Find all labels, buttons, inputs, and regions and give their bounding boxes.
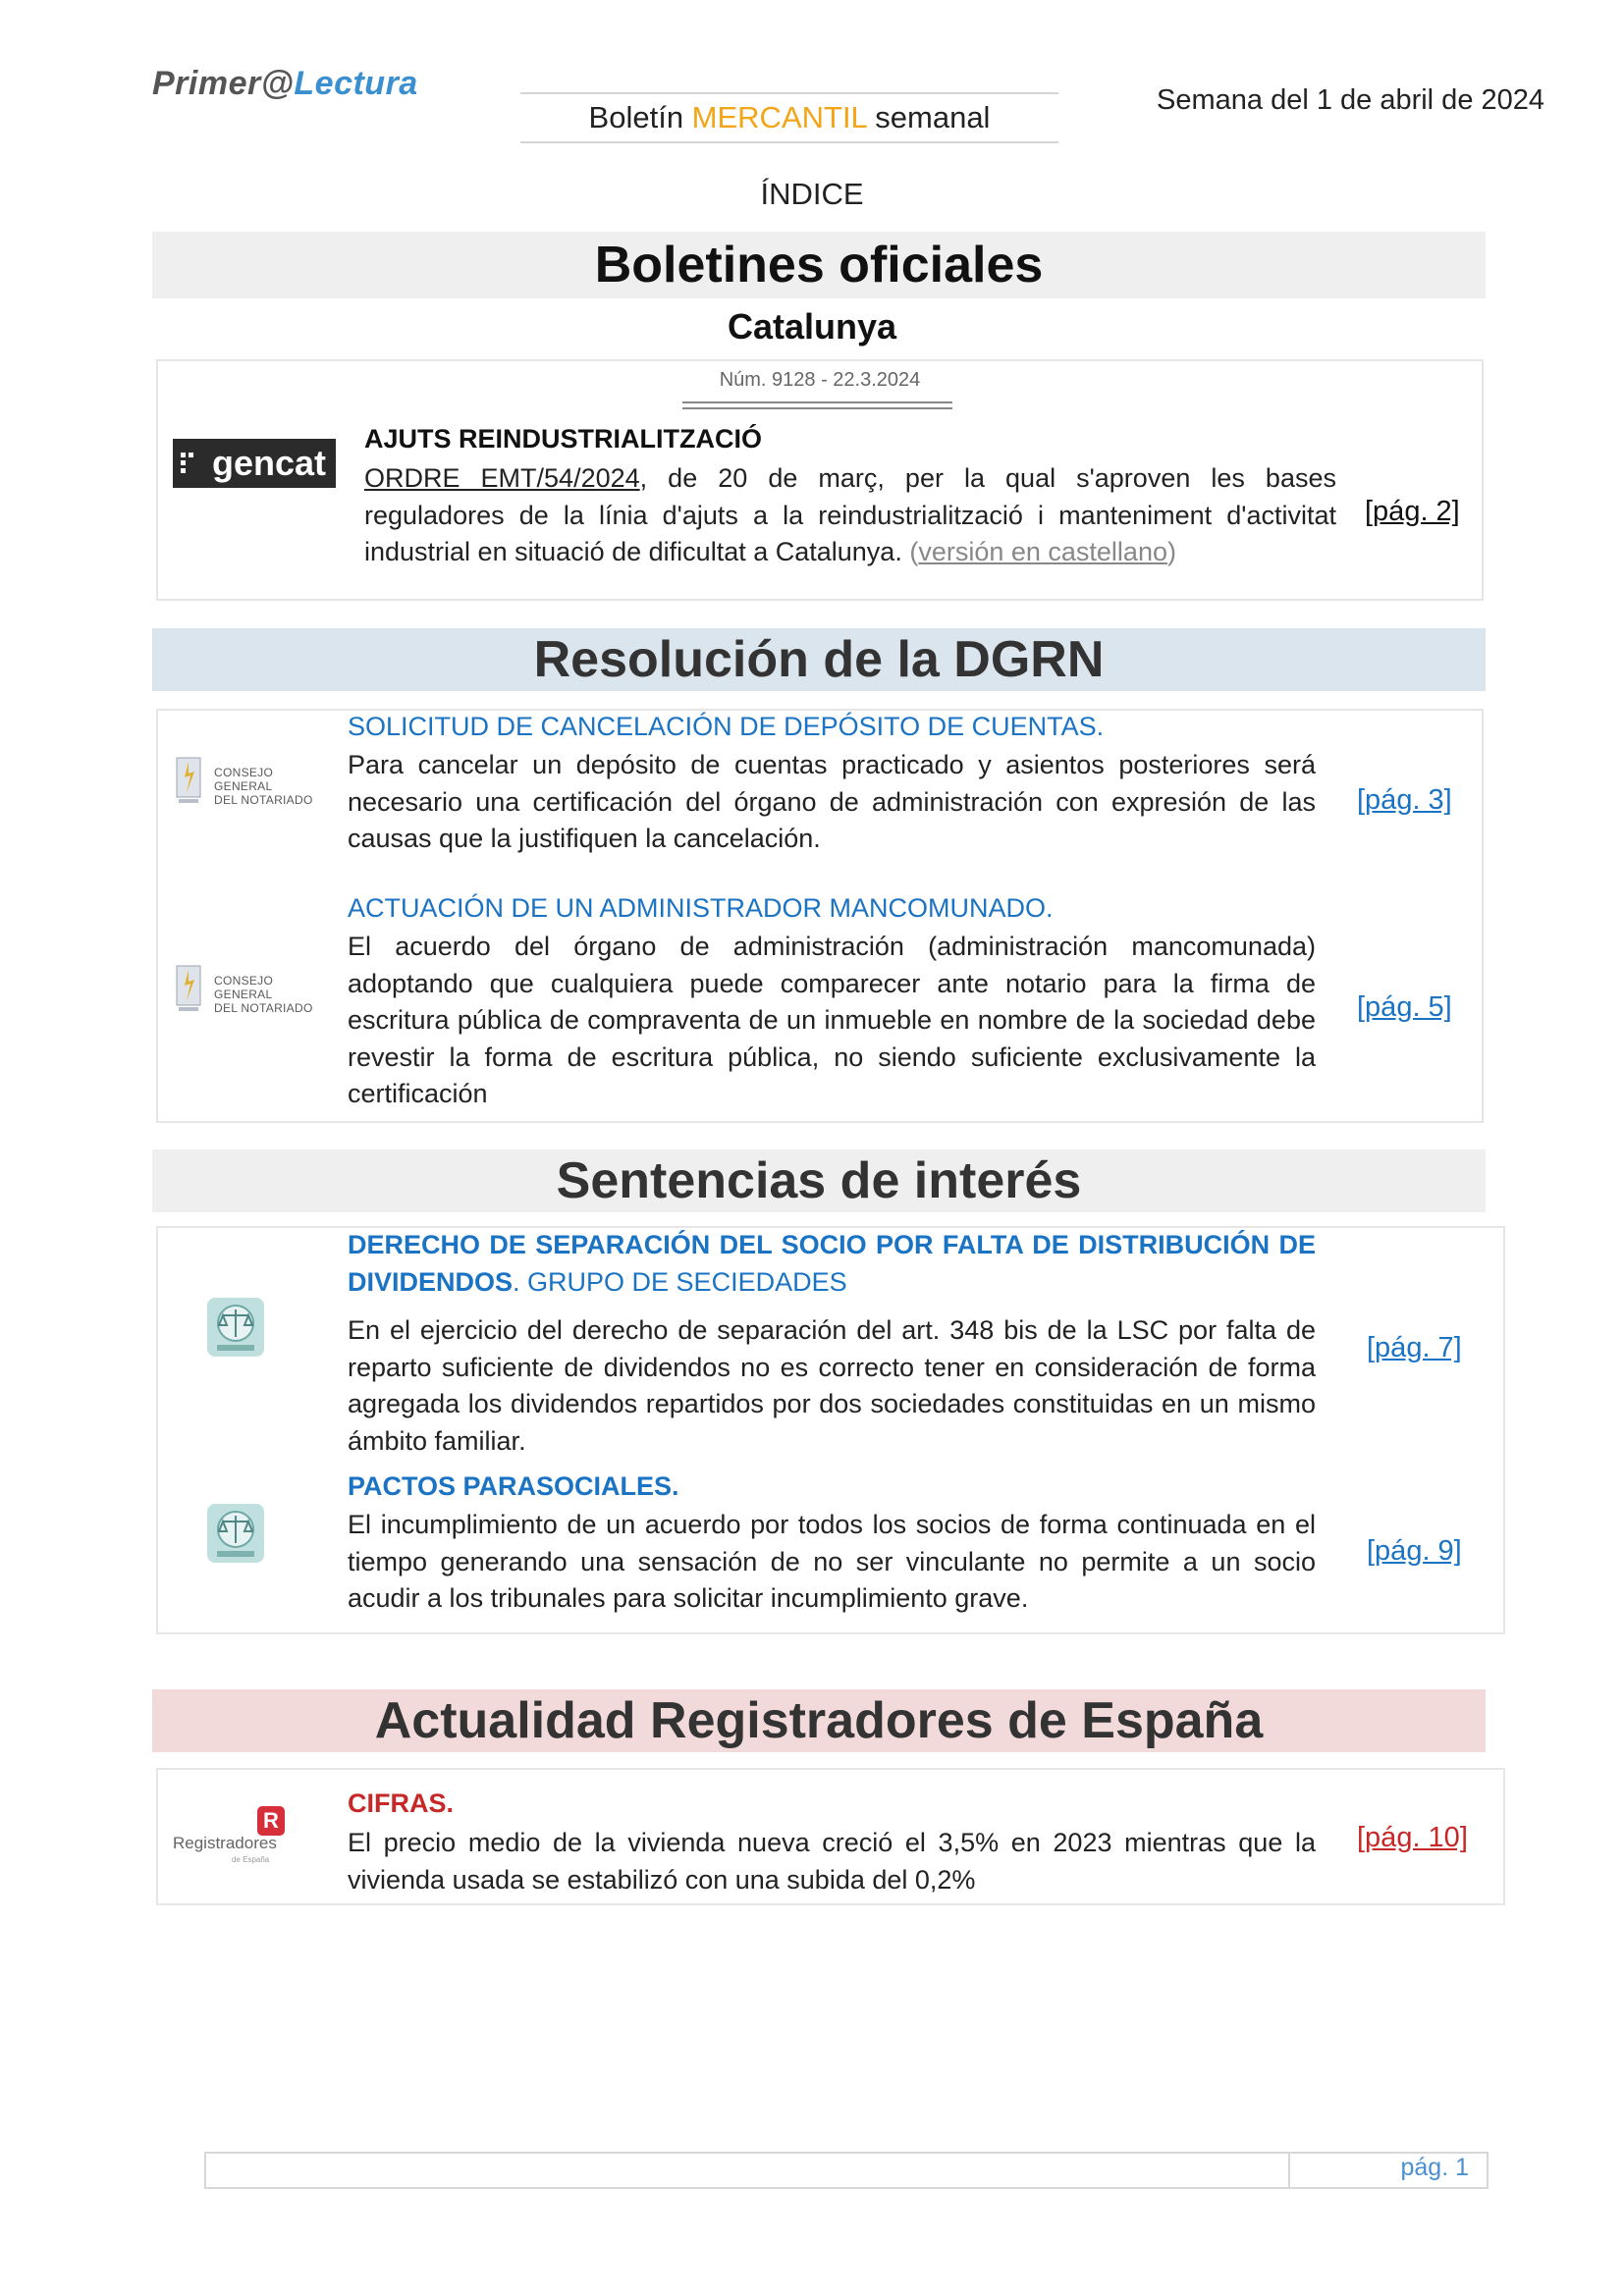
justice-scale-icon-2	[207, 1504, 264, 1563]
item-body-pactos: El incumplimiento de un acuerdo por todos los socios de forma continuada en el tiempo generando una sensación de no ser vinculante no permite a un socio acudir a los tribunales para solicitar incumplimiento grave.	[348, 1510, 1316, 1613]
item-body-cifras: El precio medio de la vivienda nueva creció el 3,5% en 2023 mientras que la vivienda usada se estabilizó con una subida del 0,2%	[348, 1828, 1316, 1895]
index-heading: ÍNDICE	[760, 177, 864, 211]
separacion-title-rest: . GRUPO DE SECIEDADES	[513, 1266, 847, 1297]
registradores-r-icon: R	[257, 1806, 285, 1836]
primer-lectura-logo	[152, 65, 418, 103]
registradores-logo-sub: de España	[232, 1855, 270, 1864]
notariado-line2-2: DEL NOTARIADO	[214, 1001, 313, 1015]
item-body-ajuts	[364, 460, 1336, 571]
notariado-logo	[175, 748, 322, 817]
dogc-rule-top	[682, 401, 952, 403]
page-link-5[interactable]: [pág. 5]	[1357, 991, 1452, 1023]
dogc-rule-bottom	[682, 407, 952, 409]
item-title-pactos: PACTOS PARASOCIALES.	[348, 1471, 679, 1501]
notariado-logo-text	[214, 766, 322, 807]
item-title-ajuts: AJUTS REINDUSTRIALITZACIÓ	[364, 424, 762, 454]
bulletin-accent: MERCANTIL	[691, 100, 867, 134]
notariado-emblem-icon	[175, 754, 202, 809]
paren-open: (	[909, 537, 919, 566]
page-link-3[interactable]: [pág. 3]	[1357, 784, 1452, 816]
gencat-logo-text: gencat	[212, 443, 327, 483]
item-title-cancelacion: SOLICITUD DE CANCELACIÓN DE DEPÓSITO DE CUENTAS.	[348, 712, 1105, 741]
item-body-mancomunado: El acuerdo del órgano de administración (administración mancomunada) adoptando que cualquiera puede comparecer ante notario para la firma de escritura pública de compraventa de un inmueble en nombre de la sociedad debe revestir la forma de escritura pública, no siendo suficiente exclusivamente la certificación	[348, 932, 1316, 1108]
footer-box	[204, 2152, 1489, 2189]
page-link-2[interactable]: [pág. 2]	[1365, 496, 1460, 527]
notariado-line1: CONSEJO GENERAL	[214, 766, 274, 793]
section-title-registradores: Actualidad Registradores de España	[152, 1689, 1486, 1752]
section-title-boletines: Boletines oficiales	[152, 232, 1486, 298]
section-title-sentencias: Sentencias de interés	[152, 1149, 1486, 1212]
justice-scale-icon	[207, 1298, 264, 1357]
week-date: Semana del 1 de abril de 2024	[1157, 84, 1545, 116]
section-subtitle-catalunya: Catalunya	[727, 306, 897, 347]
item-body-separacion: En el ejercicio del derecho de separación del art. 348 bis de la LSC por falta de reparto suficiente de dividendos no es correcto tener en consideración de forma agregada los dividendos repartidos por dos sociedades constituidas en un mismo ámbito familiar.	[348, 1315, 1316, 1456]
logo-part1: Primer@	[152, 65, 295, 102]
footer-page-number: pág. 1	[1400, 2154, 1469, 2181]
item-title-cifras: CIFRAS.	[348, 1789, 454, 1818]
gencat-logo	[173, 439, 336, 488]
bulletin-title	[520, 92, 1058, 143]
footer-divider	[1288, 2152, 1290, 2187]
page-link-7[interactable]: [pág. 7]	[1367, 1332, 1462, 1363]
ajuts-body-text: , de 20 de març, per la qual s'aproven les bases reguladores de la línia d'ajuts a la reindustrialització i manteniment d'activitat industrial en situació de dificultat a Catalunya.	[364, 463, 1336, 566]
version-castellano-link[interactable]: versión en castellano	[918, 537, 1167, 566]
item-body-cancelacion: Para cancelar un depósito de cuentas practicado y asientos posteriores será necesario una certificación del órgano de administración con expresión de las causas que la justifiquen la cancelación.	[348, 750, 1316, 853]
page-link-10[interactable]: [pág. 10]	[1357, 1822, 1468, 1853]
bulletin-suffix: semanal	[866, 100, 991, 134]
section-title-dgrn: Resolución de la DGRN	[152, 628, 1486, 691]
paren-close: )	[1166, 537, 1176, 566]
page-link-9[interactable]: [pág. 9]	[1367, 1535, 1462, 1567]
registradores-logo	[173, 1806, 291, 1865]
dogc-number: Núm. 9128 - 22.3.2024	[719, 369, 921, 391]
notariado-line1-2: CONSEJO GENERAL	[214, 974, 274, 1001]
notariado-logo-text-2	[214, 974, 322, 1015]
notariado-line2: DEL NOTARIADO	[214, 793, 313, 807]
registradores-logo-text: Registradores	[173, 1834, 277, 1852]
logo-part2: Lectura	[294, 65, 418, 102]
bulletin-prefix: Boletín	[588, 100, 692, 134]
separacion-title-bold: DERECHO DE SEPARACIÓN DEL SOCIO POR FALTA DE DISTRIBUCIÓN DE DIVIDENDOS	[348, 1230, 1316, 1297]
notariado-emblem-icon-2	[175, 962, 202, 1017]
gencat-dots-icon	[181, 453, 202, 474]
item-title-separacion	[348, 1227, 1316, 1301]
notariado-logo-2	[175, 956, 322, 1025]
ordre-link[interactable]: ORDRE EMT/54/2024	[364, 463, 640, 493]
item-title-mancomunado: ACTUACIÓN DE UN ADMINISTRADOR MANCOMUNADO.	[348, 893, 1054, 923]
